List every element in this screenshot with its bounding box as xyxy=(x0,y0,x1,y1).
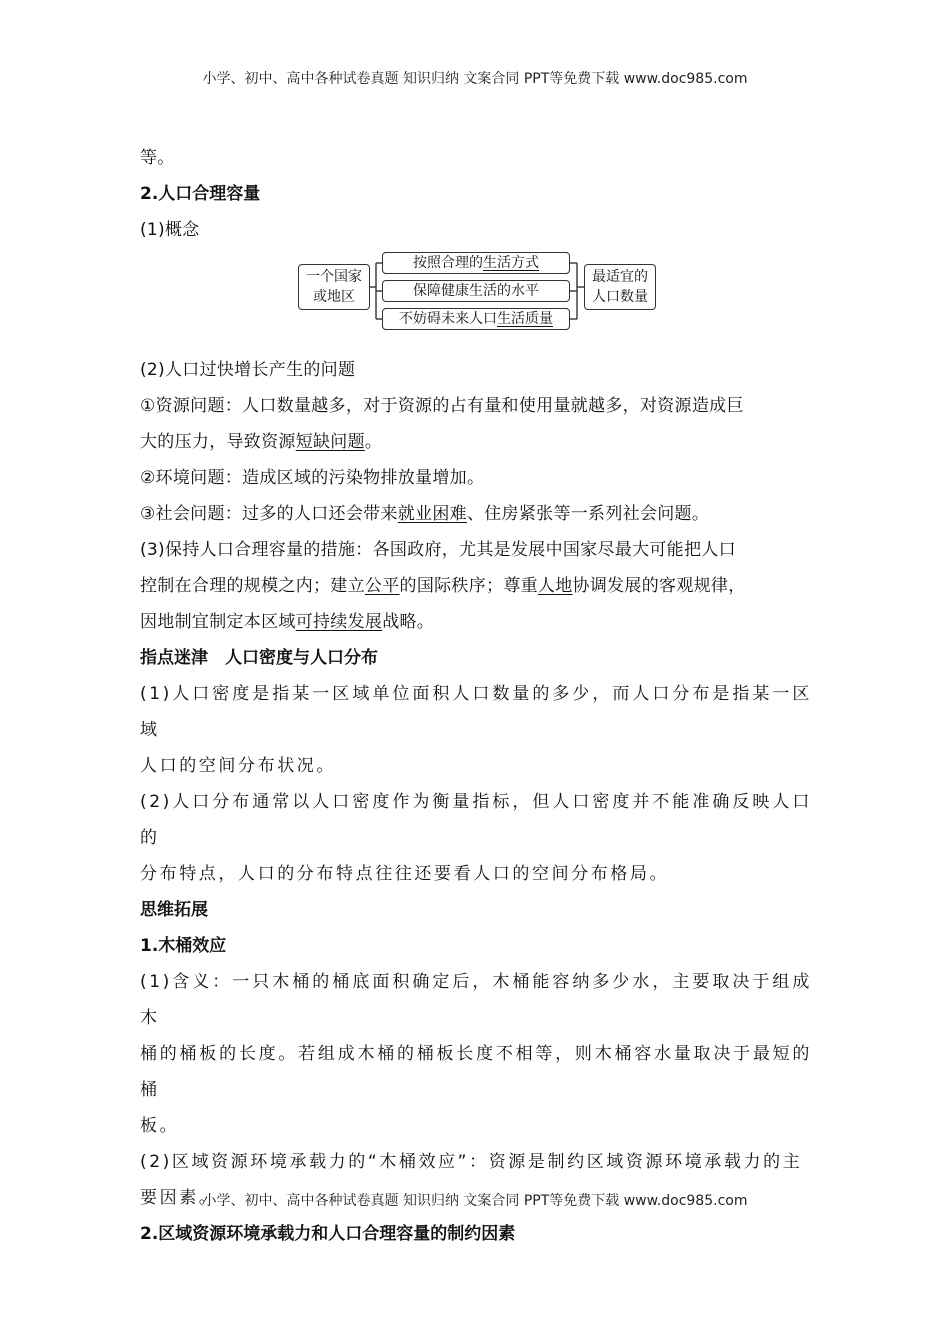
underlined-answer: 可持续发展 xyxy=(295,612,383,632)
text-span: ③社会问题：过多的人口还会带来 xyxy=(140,504,398,524)
text-line xyxy=(140,424,812,460)
text-line: 要因素。 xyxy=(140,1188,219,1208)
subsection-label: (2)人口过快增长产生的问题 xyxy=(140,360,356,380)
document-body xyxy=(140,140,812,1252)
box-underlined-text: 生活方式 xyxy=(483,255,539,271)
text-span: 大的压力，导致资源 xyxy=(140,432,296,452)
underlined-answer: 公平 xyxy=(364,576,400,596)
text-line xyxy=(140,568,812,604)
box-text: 保障健康生活的水平 xyxy=(413,283,539,299)
text-line: 等。 xyxy=(140,148,175,168)
text-line xyxy=(140,496,812,532)
text-line: ②环境问题：造成区域的污染物排放量增加。 xyxy=(140,468,485,488)
section-heading: 2.人口合理容量 xyxy=(140,184,261,204)
text-line: (3)保持人口合理容量的措施：各国政府，尤其是发展中国家尽最大可能把人口 xyxy=(140,540,736,560)
text-line xyxy=(140,604,812,640)
section-heading: 指点迷津 人口密度与人口分布 xyxy=(140,648,378,668)
box-line: 一个国家 xyxy=(306,269,362,285)
underlined-answer: 就业困难 xyxy=(397,504,467,524)
box-underlined-text: 生活质量 xyxy=(497,311,553,327)
text-span: 。 xyxy=(364,432,383,452)
text-line: (1)人口密度是指某一区域单位面积人口数量的多少，而人口分布是指某一区域 xyxy=(140,684,812,740)
text-span: 、住房紧张等一系列社会问题。 xyxy=(466,504,710,524)
text-line: 人口的空间分布状况。 xyxy=(140,756,336,776)
text-line: (2)区域资源环境承载力的“木桶效应”：资源是制约区域资源环境承载力的主 xyxy=(140,1152,803,1172)
concept-diagram xyxy=(140,248,812,352)
text-span: 的国际秩序；尊重 xyxy=(399,576,538,596)
text-span: 战略。 xyxy=(382,612,435,632)
section-heading: 思维拓展 xyxy=(140,900,208,920)
diagram-box-health xyxy=(382,280,570,302)
page-footer: 小学、初中、高中各种试卷真题 知识归纳 文案合同 PPT等免费下载 www.doc985.com xyxy=(202,1193,748,1209)
diagram-box-region xyxy=(298,264,370,310)
text-line: ①资源问题：人口数量越多，对于资源的占有量和使用量就越多，对资源造成巨 xyxy=(140,396,744,416)
diagram-box-result xyxy=(584,264,656,310)
section-heading: 1.木桶效应 xyxy=(140,936,227,956)
diagram-box-quality xyxy=(382,308,570,330)
box-text: 不妨碍未来人口 xyxy=(399,311,497,327)
subsection-label: (1)概念 xyxy=(140,220,200,240)
section-heading: 2.区域资源环境承载力和人口合理容量的制约因素 xyxy=(140,1224,516,1244)
text-span: 协调发展的客观规律， xyxy=(572,576,746,596)
text-span: 因地制宜制定本区域 xyxy=(140,612,296,632)
text-line: 板。 xyxy=(140,1116,180,1136)
box-text: 按照合理的 xyxy=(413,255,483,271)
underlined-answer: 短缺问题 xyxy=(295,432,365,452)
text-line: 桶的桶板的长度。若组成木桶的桶板长度不相等，则木桶容水量取决于最短的桶 xyxy=(140,1044,812,1100)
underlined-answer: 人地 xyxy=(537,576,573,596)
text-span: 控制在合理的规模之内；建立 xyxy=(140,576,365,596)
text-line: (1)含义：一只木桶的桶底面积确定后，木桶能容纳多少水，主要取决于组成木 xyxy=(140,972,812,1028)
text-line: (2)人口分布通常以人口密度作为衡量指标，但人口密度并不能准确反映人口的 xyxy=(140,792,812,848)
diagram-box-lifestyle xyxy=(382,252,570,274)
box-line: 人口数量 xyxy=(592,289,648,305)
box-line: 或地区 xyxy=(313,289,355,305)
text-line: 分布特点，人口的分布特点往往还要看人口的空间分布格局。 xyxy=(140,864,670,884)
page-header: 小学、初中、高中各种试卷真题 知识归纳 文案合同 PPT等免费下载 www.doc985.com xyxy=(202,71,748,87)
box-line: 最适宜的 xyxy=(592,269,648,285)
